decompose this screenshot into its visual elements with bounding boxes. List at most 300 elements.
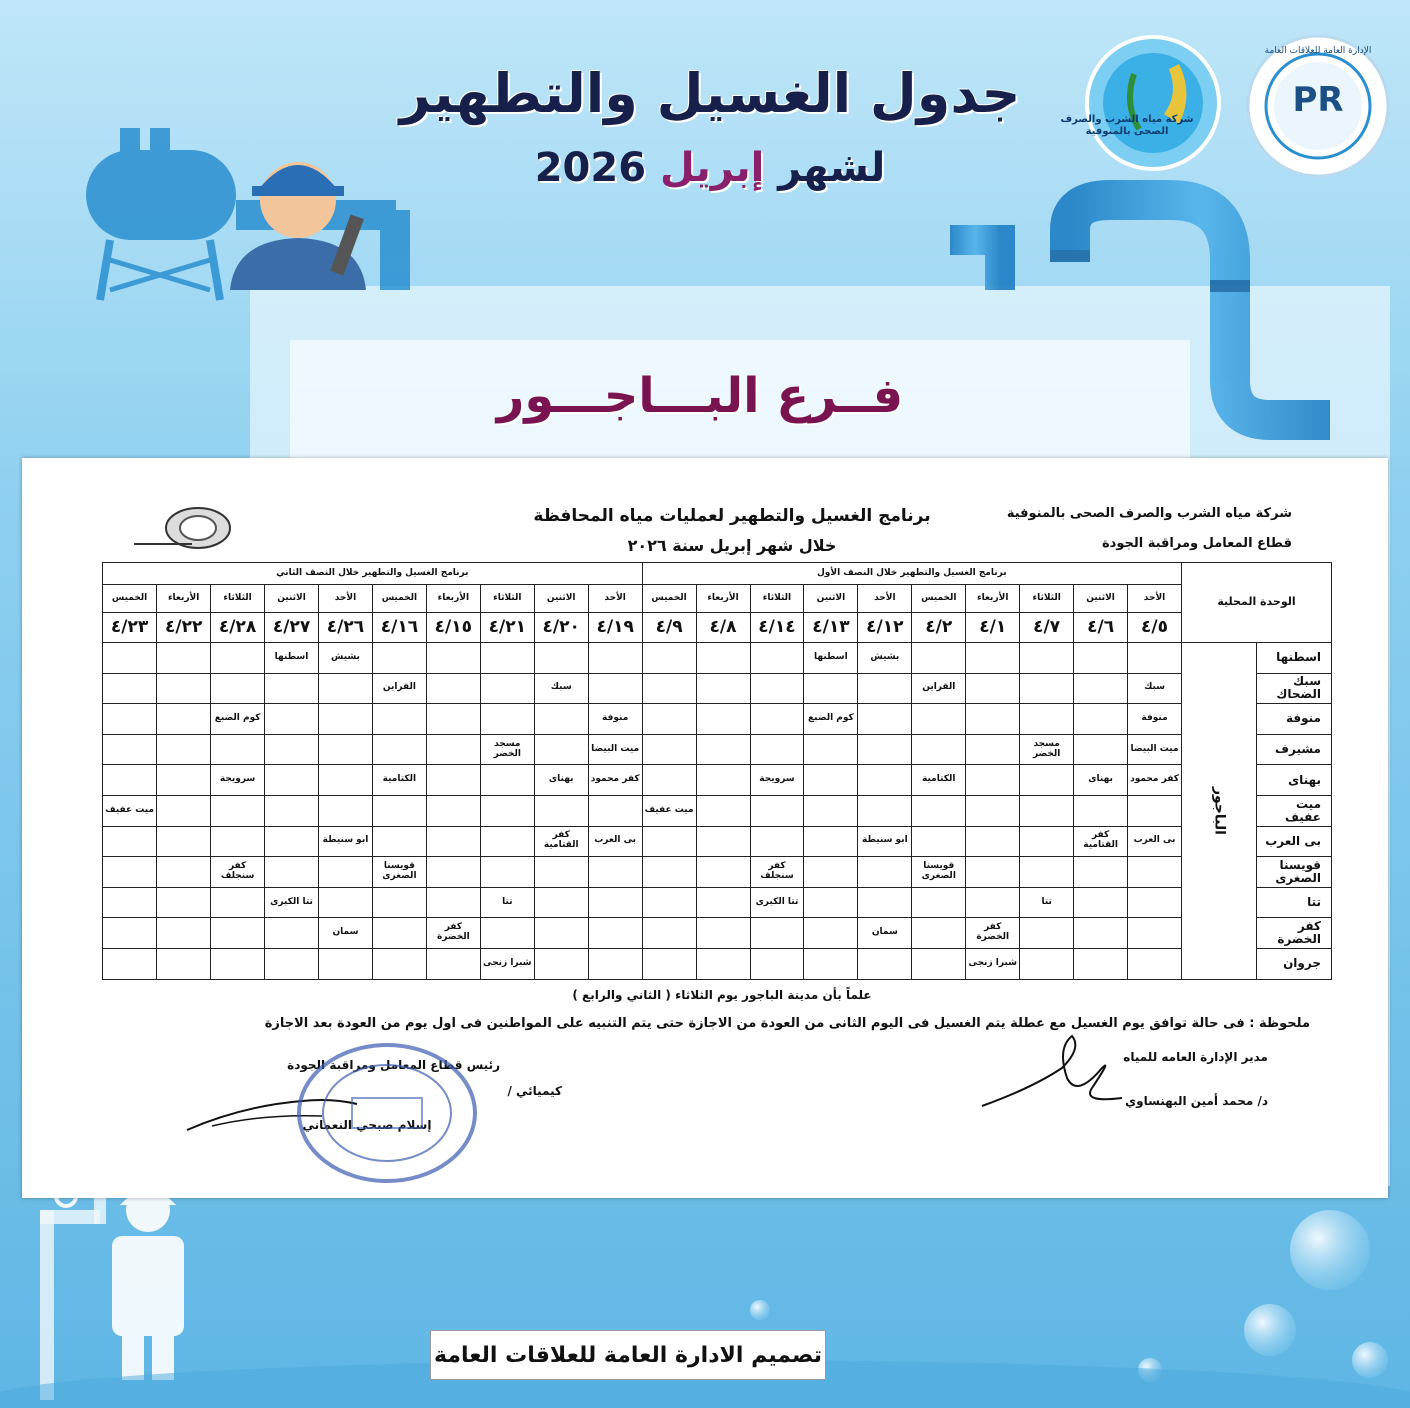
- day-header: الخميس: [372, 585, 426, 613]
- schedule-cell: [426, 795, 480, 826]
- schedule-cell: [265, 673, 319, 704]
- schedule-cell: بشيش: [858, 643, 912, 674]
- schedule-cell: [750, 948, 804, 979]
- schedule-cell: ميت البيضا: [588, 734, 642, 765]
- schedule-cell: ابو سنيطة: [319, 826, 373, 857]
- date-header: ٤/١٣: [804, 613, 858, 643]
- schedule-cell: [858, 948, 912, 979]
- schedule-cell: [804, 826, 858, 857]
- schedule-cell: [372, 887, 426, 918]
- schedule-cell: [103, 826, 157, 857]
- schedule-cell: [372, 734, 426, 765]
- schedule-cell: شبرا زنجى: [480, 948, 534, 979]
- schedule-cell: ابو سنيطة: [858, 826, 912, 857]
- unit-name: قويسنا الصغرى: [1257, 857, 1332, 888]
- schedule-table: [102, 562, 1332, 980]
- schedule-cell: [103, 918, 157, 949]
- schedule-cell: [750, 704, 804, 735]
- schedule-cell: سمان: [319, 918, 373, 949]
- schedule-cell: [912, 643, 966, 674]
- schedule-cell: [804, 765, 858, 796]
- day-header: الأحد: [858, 585, 912, 613]
- schedule-cell: [1074, 887, 1128, 918]
- table-row: [103, 795, 1332, 826]
- schedule-cell: [157, 918, 211, 949]
- schedule-cell: [426, 857, 480, 888]
- schedule-cell: [157, 765, 211, 796]
- schedule-cell: [157, 643, 211, 674]
- schedule-cell: [966, 704, 1020, 735]
- schedule-cell: [696, 887, 750, 918]
- schedule-cell: [750, 795, 804, 826]
- date-header: ٤/١٦: [372, 613, 426, 643]
- page-subtitle: [480, 145, 940, 191]
- schedule-cell: مسجد الخضر: [1020, 734, 1074, 765]
- schedule-cell: [750, 643, 804, 674]
- schedule-cell: القراين: [372, 673, 426, 704]
- schedule-cell: [696, 673, 750, 704]
- dates-row: [103, 613, 1332, 643]
- doc-program-title: برنامج الغسيل والتطهير لعمليات مياه المحافظة: [533, 506, 931, 526]
- schedule-cell: [426, 826, 480, 857]
- schedule-cell: [804, 948, 858, 979]
- day-header: الأحد: [588, 585, 642, 613]
- schedule-cell: [858, 887, 912, 918]
- schedule-cell: [103, 857, 157, 888]
- schedule-cell: [480, 826, 534, 857]
- schedule-cell: سمان: [858, 918, 912, 949]
- schedule-cell: [696, 795, 750, 826]
- schedule-cell: [319, 765, 373, 796]
- schedule-cell: تتا الكبرى: [750, 887, 804, 918]
- schedule-cell: بى العرب: [1128, 826, 1182, 857]
- pr-logo-ring-text: الإدارة العامة للعلاقات العامة: [1264, 46, 1372, 56]
- schedule-cell: [696, 826, 750, 857]
- schedule-cell: [211, 948, 265, 979]
- schedule-cell: [426, 704, 480, 735]
- day-header: الأحد: [319, 585, 373, 613]
- schedule-cell: [804, 887, 858, 918]
- schedule-cell: [696, 918, 750, 949]
- schedule-cell: ميت عفيف: [642, 795, 696, 826]
- schedule-cell: [750, 673, 804, 704]
- date-header: ٤/١٥: [426, 613, 480, 643]
- unit-name: جروان: [1257, 948, 1332, 979]
- month-name: إبريل: [659, 145, 765, 191]
- design-credit: تصميم الادارة العامة للعلاقات العامة: [434, 1342, 822, 1368]
- schedule-cell: [804, 795, 858, 826]
- month-prefix: لشهر: [778, 145, 886, 191]
- schedule-cell: [103, 948, 157, 979]
- manager-title: مدير الإدارة العامه للمياه: [1123, 1050, 1268, 1064]
- table-row: [103, 765, 1332, 796]
- schedule-cell: [642, 643, 696, 674]
- schedule-cell: [211, 643, 265, 674]
- schedule-cell: [696, 948, 750, 979]
- schedule-cell: [588, 673, 642, 704]
- date-header: ٤/٢٠: [534, 613, 588, 643]
- schedule-cell: [1074, 673, 1128, 704]
- schedule-cell: [1020, 795, 1074, 826]
- half-header-first: برنامج الغسيل والتطهير خلال النصف الأول: [642, 563, 1181, 585]
- schedule-cell: [858, 734, 912, 765]
- doc-company-name: شركة مياه الشرب والصرف الصحى بالمنوفية: [1006, 506, 1292, 521]
- schedule-cell: [157, 704, 211, 735]
- schedule-cell: منوفة: [1128, 704, 1182, 735]
- unit-header: الوحدة المحلية: [1182, 563, 1332, 643]
- day-header: الأحد: [1128, 585, 1182, 613]
- date-header: ٤/٢٦: [319, 613, 373, 643]
- date-header: ٤/٢٣: [103, 613, 157, 643]
- schedule-cell: [211, 887, 265, 918]
- schedule-cell: سبك: [534, 673, 588, 704]
- schedule-cell: [912, 734, 966, 765]
- schedule-cell: [1128, 643, 1182, 674]
- table-row: [103, 857, 1332, 888]
- date-header: ٤/١٤: [750, 613, 804, 643]
- schedule-cell: [426, 948, 480, 979]
- schedule-cell: [480, 795, 534, 826]
- schedule-cell: [1020, 704, 1074, 735]
- date-header: ٤/١٢: [858, 613, 912, 643]
- schedule-cell: كفر القتامية: [1074, 826, 1128, 857]
- schedule-cell: كوم الضبع: [211, 704, 265, 735]
- schedule-cell: [750, 734, 804, 765]
- schedule-cell: [858, 857, 912, 888]
- date-header: ٤/٢٨: [211, 613, 265, 643]
- schedule-cell: [265, 795, 319, 826]
- unit-name: تتا: [1257, 887, 1332, 918]
- schedule-cell: كوم الضبع: [804, 704, 858, 735]
- schedule-cell: كفر سنجلف: [750, 857, 804, 888]
- schedule-cell: [372, 795, 426, 826]
- date-header: ٤/١: [966, 613, 1020, 643]
- schedule-cell: [858, 704, 912, 735]
- day-header: الثلاثاء: [1020, 585, 1074, 613]
- schedule-cell: [426, 765, 480, 796]
- date-header: ٤/٧: [1020, 613, 1074, 643]
- schedule-cell: [1020, 918, 1074, 949]
- schedule-cell: [858, 765, 912, 796]
- schedule-cell: [319, 948, 373, 979]
- schedule-cell: [480, 918, 534, 949]
- schedule-cell: كفر محمود: [588, 765, 642, 796]
- schedule-cell: [1128, 887, 1182, 918]
- schedule-document: [22, 458, 1388, 1198]
- schedule-cell: [966, 795, 1020, 826]
- day-header: الثلاثاء: [750, 585, 804, 613]
- unit-name: بى العرب: [1257, 826, 1332, 857]
- schedule-cell: [480, 643, 534, 674]
- schedule-cell: [588, 918, 642, 949]
- schedule-cell: بهناى: [534, 765, 588, 796]
- schedule-cell: [912, 918, 966, 949]
- schedule-cell: [211, 673, 265, 704]
- schedule-cell: [750, 918, 804, 949]
- schedule-cell: [534, 918, 588, 949]
- schedule-cell: ميت البيضا: [1128, 734, 1182, 765]
- schedule-cell: [1128, 857, 1182, 888]
- schedule-cell: [372, 918, 426, 949]
- schedule-cell: [1074, 857, 1128, 888]
- design-credit-bar: [430, 1330, 826, 1380]
- schedule-cell: [265, 918, 319, 949]
- schedule-cell: تتا: [480, 887, 534, 918]
- year: 2026: [534, 145, 647, 191]
- day-header: الأربعاء: [696, 585, 750, 613]
- schedule-cell: [912, 704, 966, 735]
- schedule-cell: [372, 826, 426, 857]
- schedule-cell: [426, 887, 480, 918]
- schedule-cell: [1128, 795, 1182, 826]
- schedule-cell: مسجد الخضر: [480, 734, 534, 765]
- schedule-cell: [480, 673, 534, 704]
- schedule-cell: [966, 826, 1020, 857]
- doc-department: قطاع المعامل ومراقبة الجودة: [1101, 536, 1292, 551]
- schedule-cell: [534, 643, 588, 674]
- schedule-cell: [211, 918, 265, 949]
- schedule-cell: [696, 857, 750, 888]
- schedule-cell: [1020, 948, 1074, 979]
- schedule-cell: [265, 734, 319, 765]
- schedule-cell: [211, 734, 265, 765]
- schedule-cell: الكتامية: [912, 765, 966, 796]
- schedule-cell: سبك: [1128, 673, 1182, 704]
- schedule-cell: [804, 918, 858, 949]
- schedule-cell: [534, 795, 588, 826]
- schedule-cell: [1074, 704, 1128, 735]
- schedule-cell: كفر الخضرة: [426, 918, 480, 949]
- day-header: الثلاثاء: [211, 585, 265, 613]
- day-header: الخميس: [103, 585, 157, 613]
- schedule-cell: [319, 857, 373, 888]
- pr-logo-letters: PR: [1292, 80, 1344, 120]
- schedule-cell: [966, 734, 1020, 765]
- unit-name: اسطنها: [1257, 643, 1332, 674]
- schedule-cell: كفر الخضرة: [966, 918, 1020, 949]
- schedule-cell: [534, 948, 588, 979]
- day-header: الثلاثاء: [480, 585, 534, 613]
- date-header: ٤/٦: [1074, 613, 1128, 643]
- side-label: الباجور: [1182, 643, 1257, 980]
- schedule-cell: تتا: [1020, 887, 1074, 918]
- day-header: الاثنين: [1074, 585, 1128, 613]
- chem-title: كيميائي /: [507, 1084, 562, 1098]
- schedule-cell: [966, 643, 1020, 674]
- schedule-cell: [1074, 643, 1128, 674]
- schedule-cell: [103, 734, 157, 765]
- doc-remark: علماً بأن مدينة الباجور يوم الثلاثاء ( الثاني والرابع ): [572, 988, 872, 1002]
- doc-period: خلال شهر إبريل سنة ٢٠٢٦: [627, 536, 837, 555]
- schedule-cell: [1020, 826, 1074, 857]
- unit-name: بهناى: [1257, 765, 1332, 796]
- schedule-cell: [103, 673, 157, 704]
- schedule-cell: كفر محمود: [1128, 765, 1182, 796]
- schedule-cell: [966, 765, 1020, 796]
- page-title: جدول الغسيل والتطهير: [399, 62, 1021, 125]
- schedule-cell: الكتامية: [372, 765, 426, 796]
- schedule-cell: [426, 673, 480, 704]
- table-row: [103, 887, 1332, 918]
- half-header-second: برنامج الغسيل والتطهير خلال النصف الثاني: [103, 563, 643, 585]
- schedule-cell: اسطنها: [804, 643, 858, 674]
- schedule-cell: [1020, 765, 1074, 796]
- schedule-cell: [642, 704, 696, 735]
- schedule-cell: [157, 887, 211, 918]
- day-header: الاثنين: [804, 585, 858, 613]
- schedule-cell: [966, 887, 1020, 918]
- schedule-cell: [912, 795, 966, 826]
- schedule-cell: [372, 948, 426, 979]
- schedule-cell: سرويجة: [750, 765, 804, 796]
- schedule-cell: [696, 643, 750, 674]
- table-row: [103, 643, 1332, 674]
- schedule-cell: [1128, 918, 1182, 949]
- manager-name: د/ محمد أمين البهنساوي: [1125, 1094, 1268, 1108]
- schedule-cell: [426, 643, 480, 674]
- schedule-cell: [319, 673, 373, 704]
- schedule-cell: [912, 826, 966, 857]
- date-header: ٤/٢٧: [265, 613, 319, 643]
- schedule-cell: [211, 826, 265, 857]
- schedule-cell: [534, 734, 588, 765]
- schedule-cell: [588, 643, 642, 674]
- table-row: [103, 673, 1332, 704]
- schedule-cell: [642, 673, 696, 704]
- schedule-cell: [642, 948, 696, 979]
- water-company-logo-label: شركة مياه الشرب والصرف الصحى بالمنوفية: [1060, 114, 1194, 137]
- schedule-cell: [372, 704, 426, 735]
- schedule-cell: [103, 704, 157, 735]
- qc-name: إسلام صبحي النعماني: [302, 1118, 432, 1132]
- official-seal-icon: [292, 1038, 482, 1188]
- day-header: الأربعاء: [157, 585, 211, 613]
- schedule-cell: سرويجة: [211, 765, 265, 796]
- schedule-cell: [480, 704, 534, 735]
- schedule-cell: [157, 795, 211, 826]
- unit-name: منوفة: [1257, 704, 1332, 735]
- schedule-cell: [1020, 673, 1074, 704]
- schedule-cell: كفر القتامية: [534, 826, 588, 857]
- schedule-cell: [642, 857, 696, 888]
- table-row: [103, 826, 1332, 857]
- date-header: ٤/٩: [642, 613, 696, 643]
- schedule-cell: [265, 948, 319, 979]
- document-logo-icon: [132, 504, 242, 554]
- date-header: ٤/٢١: [480, 613, 534, 643]
- schedule-cell: [1074, 948, 1128, 979]
- day-header: الأربعاء: [426, 585, 480, 613]
- schedule-cell: بشيش: [319, 643, 373, 674]
- day-header: الأربعاء: [966, 585, 1020, 613]
- schedule-cell: [696, 734, 750, 765]
- schedule-cell: [157, 826, 211, 857]
- days-row: [103, 585, 1332, 613]
- schedule-cell: [642, 765, 696, 796]
- schedule-cell: [534, 857, 588, 888]
- schedule-cell: [858, 673, 912, 704]
- schedule-cell: [157, 857, 211, 888]
- schedule-cell: بهناى: [1074, 765, 1128, 796]
- schedule-cell: [534, 704, 588, 735]
- branch-title: فــرع البـــاجـــور: [496, 368, 904, 424]
- schedule-cell: قويسنا الصغرى: [912, 857, 966, 888]
- schedule-cell: [1128, 948, 1182, 979]
- schedule-cell: ميت عفيف: [103, 795, 157, 826]
- schedule-cell: [588, 948, 642, 979]
- schedule-cell: [372, 643, 426, 674]
- schedule-cell: منوفة: [588, 704, 642, 735]
- schedule-cell: [642, 918, 696, 949]
- schedule-cell: القراين: [912, 673, 966, 704]
- schedule-cell: تتا الكبرى: [265, 887, 319, 918]
- schedule-cell: [319, 734, 373, 765]
- schedule-cell: [966, 857, 1020, 888]
- schedule-cell: [265, 857, 319, 888]
- table-row: [103, 948, 1332, 979]
- schedule-cell: [1020, 643, 1074, 674]
- date-header: ٤/١٩: [588, 613, 642, 643]
- schedule-cell: [588, 857, 642, 888]
- table-row: [103, 704, 1332, 735]
- schedule-cell: شبرا زنجى: [966, 948, 1020, 979]
- schedule-cell: [319, 704, 373, 735]
- schedule-cell: [1020, 857, 1074, 888]
- schedule-cell: بى العرب: [588, 826, 642, 857]
- water-company-logo: [1084, 34, 1222, 172]
- schedule-cell: [696, 704, 750, 735]
- schedule-cell: [642, 734, 696, 765]
- schedule-cell: [103, 643, 157, 674]
- schedule-cell: [426, 734, 480, 765]
- schedule-cell: [1074, 795, 1128, 826]
- schedule-cell: [804, 673, 858, 704]
- schedule-cell: [157, 734, 211, 765]
- date-header: ٤/٥: [1128, 613, 1182, 643]
- unit-name: ميت عفيف: [1257, 795, 1332, 826]
- unit-name: سبك الضحاك: [1257, 673, 1332, 704]
- table-row: [103, 918, 1332, 949]
- schedule-cell: [265, 704, 319, 735]
- day-header: الاثنين: [534, 585, 588, 613]
- schedule-cell: [534, 887, 588, 918]
- qc-title: رئيس قطاع المعامل ومراقبة الجودة: [287, 1058, 500, 1072]
- doc-note: ملحوظة : فى حالة توافق يوم الغسيل مع عطلة يتم الغسيل فى اليوم الثانى من العودة من الاجازة حتى يتم التنبيه على المواطنين فى اول يوم من العودة بعد الاجازة: [264, 1016, 1310, 1031]
- schedule-cell: [1074, 918, 1128, 949]
- schedule-cell: [157, 948, 211, 979]
- date-header: ٤/٨: [696, 613, 750, 643]
- table-row: [103, 734, 1332, 765]
- schedule-cell: [265, 765, 319, 796]
- schedule-cell: [966, 673, 1020, 704]
- schedule-cell: [319, 887, 373, 918]
- schedule-cell: [804, 734, 858, 765]
- schedule-cell: [211, 795, 265, 826]
- day-header: الاثنين: [265, 585, 319, 613]
- schedule-cell: [480, 765, 534, 796]
- unit-name: كفر الخضرة: [1257, 918, 1332, 949]
- schedule-cell: [480, 857, 534, 888]
- date-header: ٤/٢: [912, 613, 966, 643]
- schedule-cell: [319, 795, 373, 826]
- schedule-cell: قويسنا الصغرى: [372, 857, 426, 888]
- schedule-cell: [858, 795, 912, 826]
- schedule-cell: [912, 887, 966, 918]
- schedule-cell: [642, 887, 696, 918]
- day-header: الخميس: [642, 585, 696, 613]
- schedule-cell: [588, 795, 642, 826]
- schedule-cell: [1074, 734, 1128, 765]
